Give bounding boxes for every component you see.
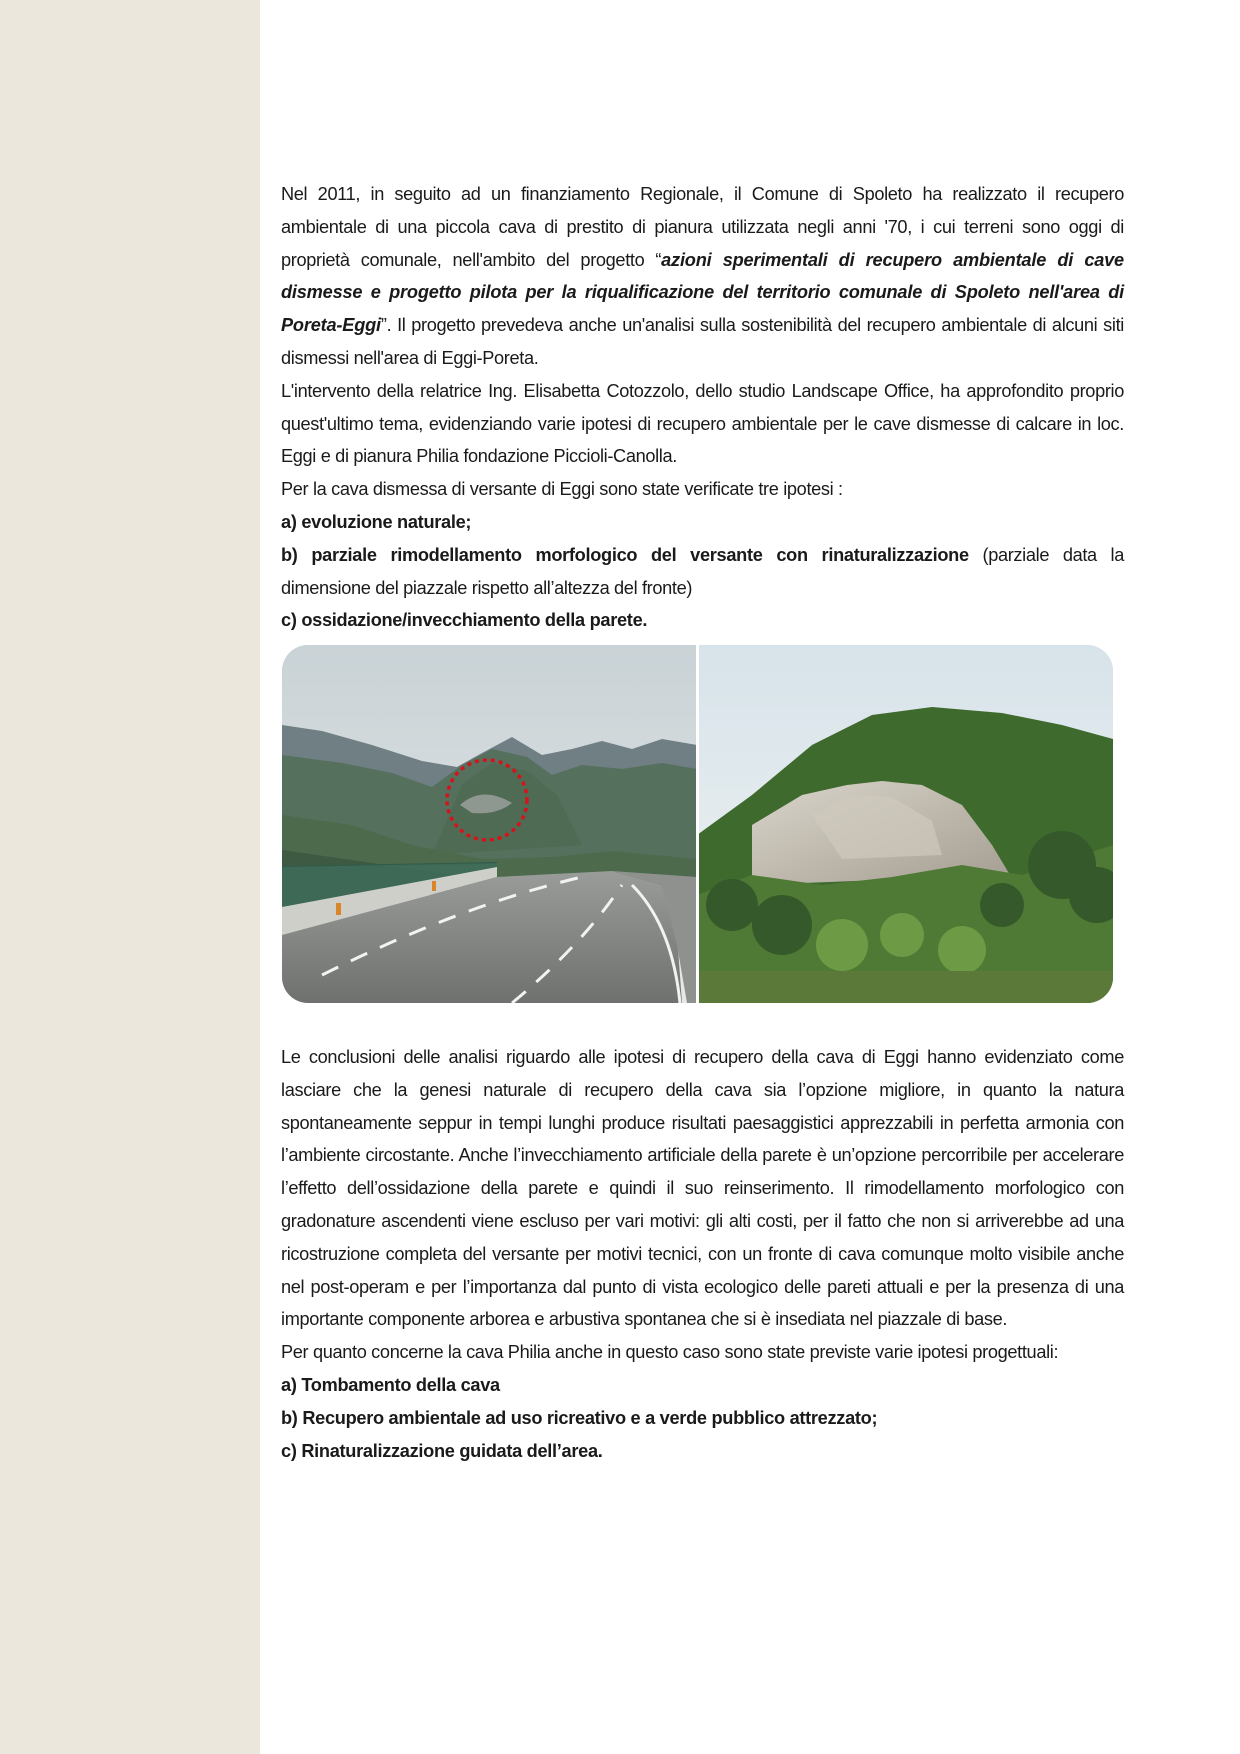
philia-option-b-label: b) Recupero ambientale ad uso ricreativo e a verde pubblico attrezzato; [281, 1407, 878, 1428]
project-title: azioni sperimentali di recupero ambientale di cave dismesse e progetto pilota per la riqualificazione del territorio comunale di Spoleto nell'area di Poreta-Eggi [281, 249, 1124, 336]
motorway-photo [282, 645, 697, 1003]
philia-option-a-label: a) Tombamento della cava [281, 1374, 500, 1395]
hypothesis-b-label: b) parziale rimodellamento morfologico del versante con rinaturalizzazione [281, 544, 969, 565]
philia-option-b [281, 1402, 1124, 1435]
hypotheses-intro: Per la cava dismessa di versante di Eggi sono state verificate tre ipotesi : [281, 479, 843, 500]
intro-section [281, 178, 1124, 637]
philia-intro: Per quanto concerne la cava Philia anche in questo caso sono state previste varie ipotesi progettuali: [281, 1342, 1059, 1363]
side-band [0, 0, 260, 1754]
speaker-paragraph: L'intervento della relatrice Ing. Elisabetta Cotozzolo, dello studio Landscape Office, ha approfondito proprio quest'ultimo tema, evidenziando varie ipotesi di recupero ambientale per le cave dismesse di calcare in loc. Eggi e di pianura Philia fondazione Piccioli-Canolla. [281, 380, 1124, 467]
hypothesis-c [281, 604, 1124, 637]
quarry-face-photo [697, 645, 1113, 1003]
intro-text-end: ”. Il progetto prevedeva anche un'analisi sulla sostenibilità del recupero ambientale di alcuni siti dismessi nell'area di Eggi-Poreta. [281, 315, 1124, 368]
philia-option-c [281, 1435, 1124, 1468]
intro-text-start: Nel 2011, in seguito ad un finanziamento Regionale, il Comune di Spoleto ha realizzato il recupero ambientale di una piccola cava di prestito di pianura utilizzata negli anni '70, i cui terreni sono oggi di proprietà comunale, nell'ambito del progetto “ [281, 184, 1124, 270]
hypothesis-b-note: (parziale data la dimensione del piazzale rispetto all’altezza del fronte) [281, 544, 1124, 598]
intro-paragraph [281, 178, 1124, 375]
hypothesis-a-label: a) evoluzione naturale; [281, 511, 472, 532]
hypothesis-a [281, 506, 1124, 539]
quarry-photos-svg [282, 645, 1113, 1003]
conclusion-paragraph: Le conclusioni delle analisi riguardo alle ipotesi di recupero della cava di Eggi hanno evidenziato come lasciare che la genesi naturale di recupero della cava sia l’opzione migliore, in quanto la natura spontaneamente seppur in tempi lunghi produce risultati paesaggistici apprezzabili in perfetta armonia con l’ambiente circostante. Anche l’invecchiamento artificiale della parete è un’opzione percorribile per accelerare l’effetto dell’ossidazione della parete e quindi il suo reinserimento. Il rimodellamento morfologico con gradonature ascendenti viene escluso per vari motivi: gli alti costi, per il fatto che non si arriverebbe ad una ricostruzione completa del versante per motivi tecnici, con un fronte di cava comunque molto visibile anche nel post-operam e per l’importanza dal punto di vista ecologico delle pareti attuali e per la presenza di una importante componente arborea e arbustiva spontanea che si è insediata nel piazzale di base. [281, 1047, 1124, 1330]
quarry-photos [282, 645, 1113, 1003]
hypothesis-c-label: c) ossidazione/invecchiamento della parete. [281, 610, 648, 631]
philia-option-c-label: c) Rinaturalizzazione guidata dell’area. [281, 1440, 603, 1461]
philia-option-a [281, 1369, 1124, 1402]
conclusion-section [281, 1041, 1124, 1467]
hypothesis-b [281, 539, 1124, 605]
